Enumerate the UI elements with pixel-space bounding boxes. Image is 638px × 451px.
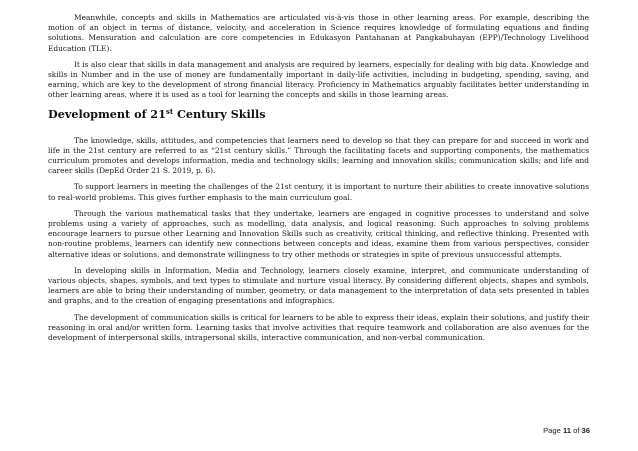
section-heading bbox=[48, 107, 589, 121]
paragraph-learning-innovation: Through the various mathematical tasks that they undertake, learners are engaged in cognitive processes to understand and solve problems using a variety of approaches, such as modelling, data analysis, and logical reasoning. Such approaches to solving problems encourage learners to pursue other Learning and Innovation Skills such as creativity, critical thinking, and reflective thinking. Presented with non-routine problems, learners can identify new connections between concepts and ideas, examine them from various perspectives, consider alternative ideas or solutions, and demonstrate willingness to try other methods or strategies in spite of previous unsuccessful attempts. bbox=[48, 208, 589, 259]
paragraph-communication-skills: The development of communication skills is critical for learners to be able to express their ideas, explain their solutions, and justify their reasoning in oral and/or written form. Learning tasks that involve activities that require teamwork and collaboration are also avenues for the development of interpersonal skills, intrapersonal skills, interactive communication, and non-verbal communication. bbox=[48, 312, 589, 343]
heading-prefix: Development of 21 bbox=[48, 106, 166, 121]
paragraph-innovative-solutions: To support learners in meeting the challenges of the 21st century, it is important to nurture their abilities to create innovative solutions to real-world problems. This gives further emphasis to the main curriculum goal. bbox=[48, 182, 589, 202]
paragraph-data-management: It is also clear that skills in data management and analysis are required by learners, especially for dealing with big data. Knowledge and skills in Number and in the use of money are fundamentally important in daily-life activities, including in budgeting, spending, saving, and earning, which are key to the development of strong financial literacy. Proficiency in Mathematics arguably facilitates better understanding in other learning areas, where it is used as a tool for learning the concepts and skills in those learning areas. bbox=[48, 59, 589, 100]
paragraph-information-media: In developing skills in Information, Media and Technology, learners closely examine, interpret, and communicate understanding of various objects, shapes, symbols, and text types to stimulate and nurture visual literacy. By considering different objects, shapes and symbols, learners are able to bring their understanding of number, geometry, or data management to the interpretation of data sets presented in tables and graphs, and to the creation of engaging presentations and infographics. bbox=[48, 265, 589, 306]
footer-of-label: of bbox=[570, 426, 582, 435]
paragraph-cross-curricular: Meanwhile, concepts and skills in Mathematics are articulated vis-à-vis those in other learning areas. For example, describing the motion of an object in terms of distance, velocity, and acceleration in Science requires knowledge of formulating equations and finding solutions. Mensuration and calculation are core competencies in Edukasyon Pantahanan at Pangkabuhayan (EPP)/Technology Livelihood Education (TLE). bbox=[48, 13, 589, 53]
page-footer bbox=[543, 426, 590, 435]
heading-suffix: Century Skills bbox=[173, 106, 266, 121]
heading-superscript: st bbox=[165, 106, 174, 116]
footer-page-number: 11 bbox=[562, 426, 571, 435]
footer-total-pages: 36 bbox=[581, 426, 590, 435]
paragraph-21st-century-skills: The knowledge, skills, attitudes, and competencies that learners need to develop so that they can prepare for and succeed in work and life in the 21st century are referred to as “21st century skills.” Through the facilitating facets and supporting components, the mathematics curriculum promotes and develops information, media and technology skills; learning and innovation skills; communication skills; and life and career skills (DepEd Order 21 S. 2019, p. 6). bbox=[48, 135, 589, 176]
footer-page-label: Page bbox=[543, 426, 563, 435]
document-page bbox=[48, 13, 589, 349]
